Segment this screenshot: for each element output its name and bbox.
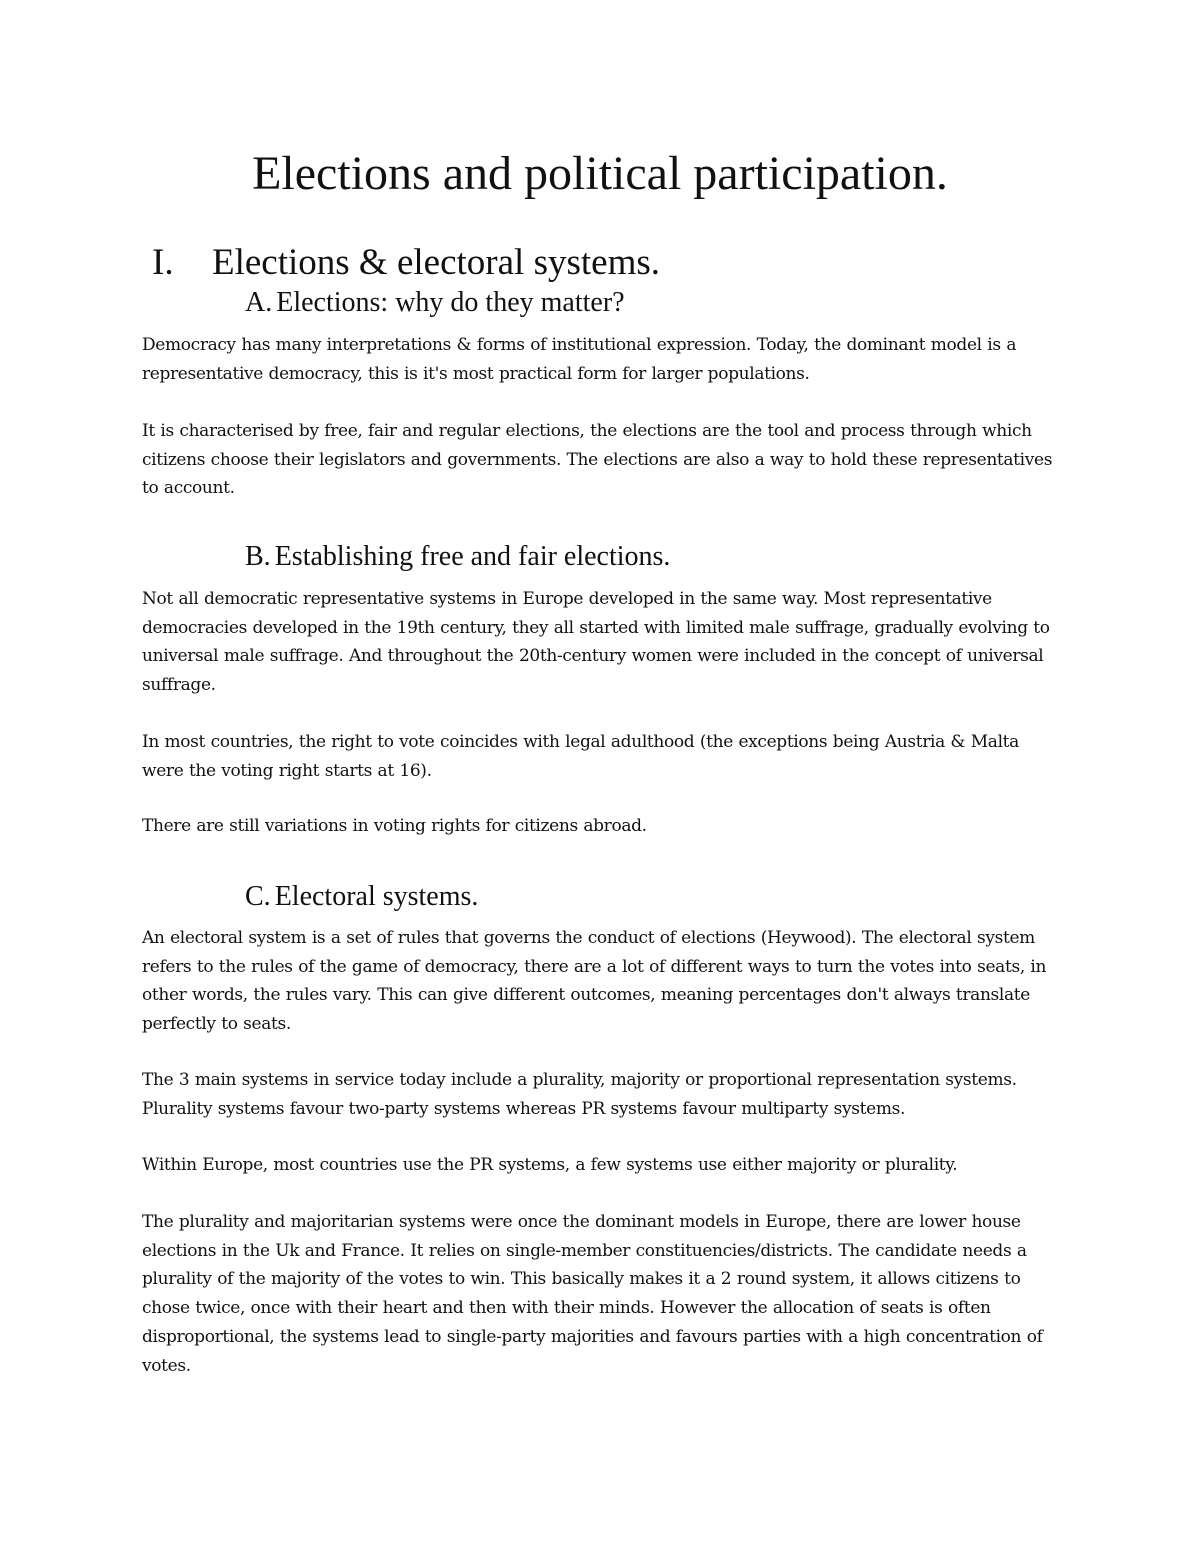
paragraph: Democracy has many interpretations & forms of institutional expression. Today, the dominant model is a representative democracy, this is it's most practical form for larger populations. — [142, 335, 1017, 384]
paragraph: An electoral system is a set of rules that governs the conduct of elections (Heywood). The electoral system refers to the rules of the game of democracy, there are a lot of different ways to turn the votes into seats, in other words, the rules vary. This can give different outcomes, meaning percentages don't always translate perfectly to seats. — [142, 928, 1047, 1035]
document-title: Elections and political participation. — [252, 147, 948, 200]
subsection-heading-text: Elections: why do they matter? — [276, 287, 625, 318]
subsection-letter: B. — [245, 541, 271, 572]
paragraph: Not all democratic representative systems in Europe developed in the same way. Most representative democracies developed in the 19th century, they all started with limited male suffrage, gradually evolving to universal male suffrage. And throughout the 20th-century women were included in the concept of universal suffrage. — [142, 589, 1050, 696]
subsection-letter: C. — [245, 881, 271, 912]
section-number: I. — [152, 242, 174, 283]
subsection-letter: A. — [245, 287, 273, 318]
subsection-heading-b — [245, 537, 670, 577]
subsection-heading-a — [245, 283, 625, 323]
section-heading-text: Elections & electoral systems. — [212, 242, 660, 283]
paragraph: The 3 main systems in service today include a plurality, majority or proportional representation systems. Plurality systems favour two-party systems whereas PR systems favour multiparty systems. — [142, 1070, 1017, 1119]
subsection-heading-text: Electoral systems. — [274, 881, 479, 912]
subsection-heading-c — [245, 877, 478, 917]
paragraph: In most countries, the right to vote coincides with legal adulthood (the exceptions being Austria & Malta were the voting right starts at 16). — [142, 732, 1019, 781]
paragraph: Within Europe, most countries use the PR systems, a few systems use either majority or plurality. — [142, 1155, 958, 1175]
paragraph: There are still variations in voting rights for citizens abroad. — [142, 816, 647, 836]
subsection-heading-text: Establishing free and fair elections. — [274, 541, 671, 572]
paragraph: The plurality and majoritarian systems were once the dominant models in Europe, there are lower house elections in the Uk and France. It relies on single-member constituencies/districts. The candidate needs a plurality of the majority of the votes to win. This basically makes it a 2 round system, it allows citizens to chose twice, once with their heart and then with their minds. However the allocation of seats is often disproportional, the systems lead to single-party majorities and favours parties with a high concentration of votes. — [142, 1212, 1043, 1376]
paragraph: It is characterised by free, fair and regular elections, the elections are the tool and process through which citizens choose their legislators and governments. The elections are also a way to hold these representatives to account. — [142, 421, 1053, 499]
section-heading — [152, 238, 660, 288]
